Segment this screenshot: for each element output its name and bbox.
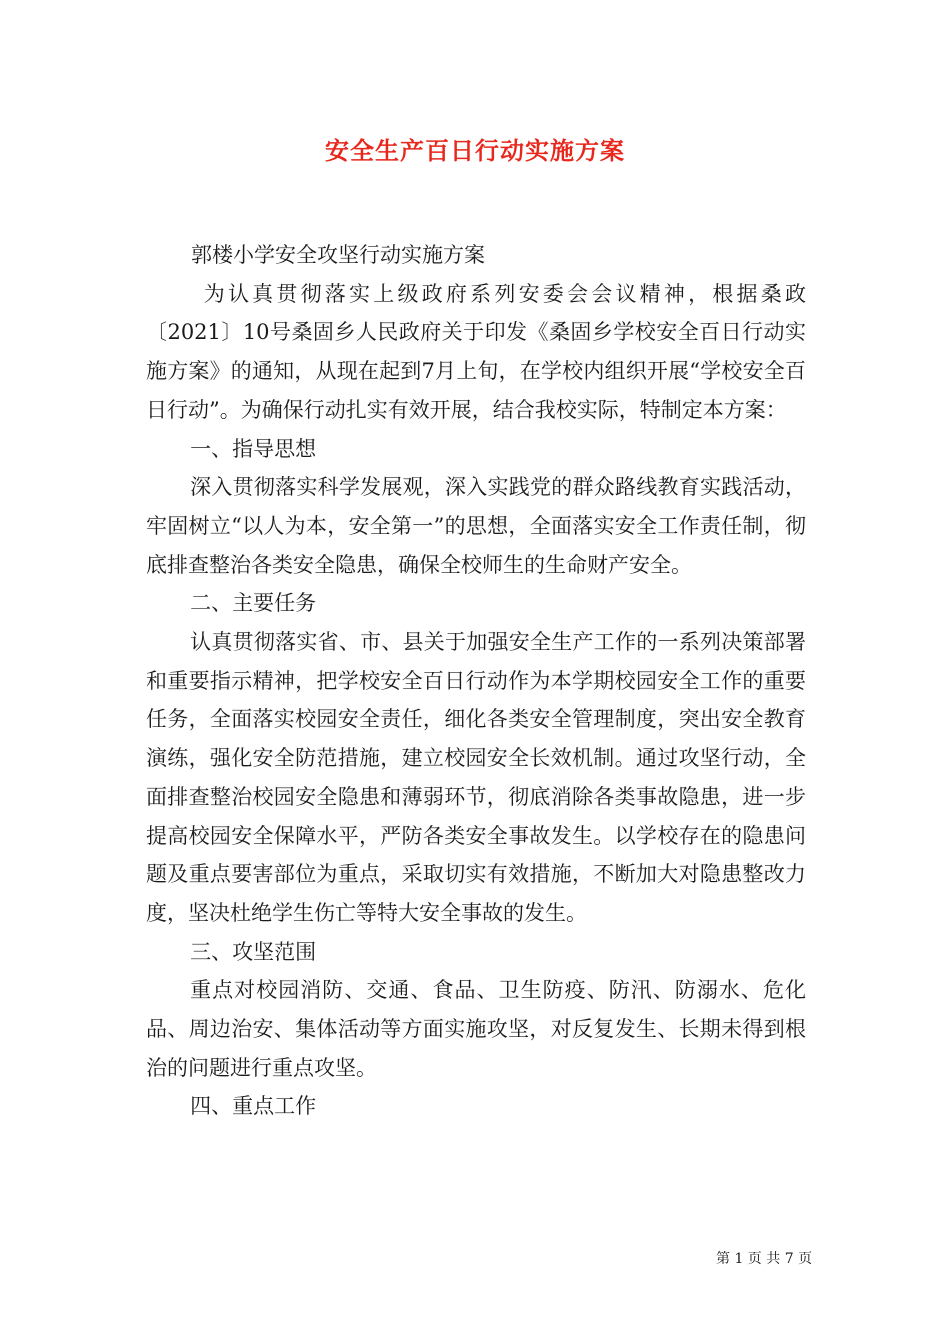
section-heading-key-work: 四、重点工作 xyxy=(190,1094,317,1119)
section-heading-guiding-thought: 一、指导思想 xyxy=(190,436,317,461)
section-heading-main-tasks: 二、主要任务 xyxy=(190,591,317,616)
section-heading-scope: 三、攻坚范围 xyxy=(190,939,317,964)
paragraph-guiding-thought: 深入贯彻落实科学发展观，深入实践党的群众路线教育实践活动，牢固树立“以人为本，安全第一”的思想，全面落实安全工作责任制，彻底排查整治各类安全隐患，确保全校师生的生命财产安全。 xyxy=(146,475,806,577)
intro-paragraph: 为认真贯彻落实上级政府系列安委会会议精神，根据桑政〔2021〕10号桑固乡人民政府关于印发《桑固乡学校安全百日行动实施方案》的通知，从现在起到7月上旬，在学校内组织开展“学校安全百日行动”。为确保行动扎实有效开展，结合我校实际，特制定本方案： xyxy=(146,281,806,422)
document-title: 安全生产百日行动实施方案 xyxy=(325,137,625,165)
paragraph-main-tasks: 认真贯彻落实省、市、县关于加强安全生产工作的一系列决策部署和重要指示精神，把学校安全百日行动作为本学期校园安全工作的重要任务，全面落实校园安全责任，细化各类安全管理制度，突出安全教育演练，强化安全防范措施，建立校园安全长效机制。通过攻坚行动，全面排查整治校园安全隐患和薄弱环节，彻底消除各类事故隐患，进一步提高校园安全保障水平，严防各类安全事故发生。以学校存在的隐患问题及重点要害部位为重点，采取切实有效措施，不断加大对隐患整改力度，坚决杜绝学生伤亡等特大安全事故的发生。 xyxy=(146,630,806,925)
page-number: 第 1 页 共 7 页 xyxy=(716,1251,813,1267)
subtitle: 郭楼小学安全攻坚行动实施方案 xyxy=(191,243,485,267)
document-body xyxy=(146,236,806,1126)
paragraph-scope: 重点对校园消防、交通、食品、卫生防疫、防汛、防溺水、危化品、周边治安、集体活动等方面实施攻坚，对反复发生、长期未得到根治的问题进行重点攻坚。 xyxy=(146,978,806,1080)
